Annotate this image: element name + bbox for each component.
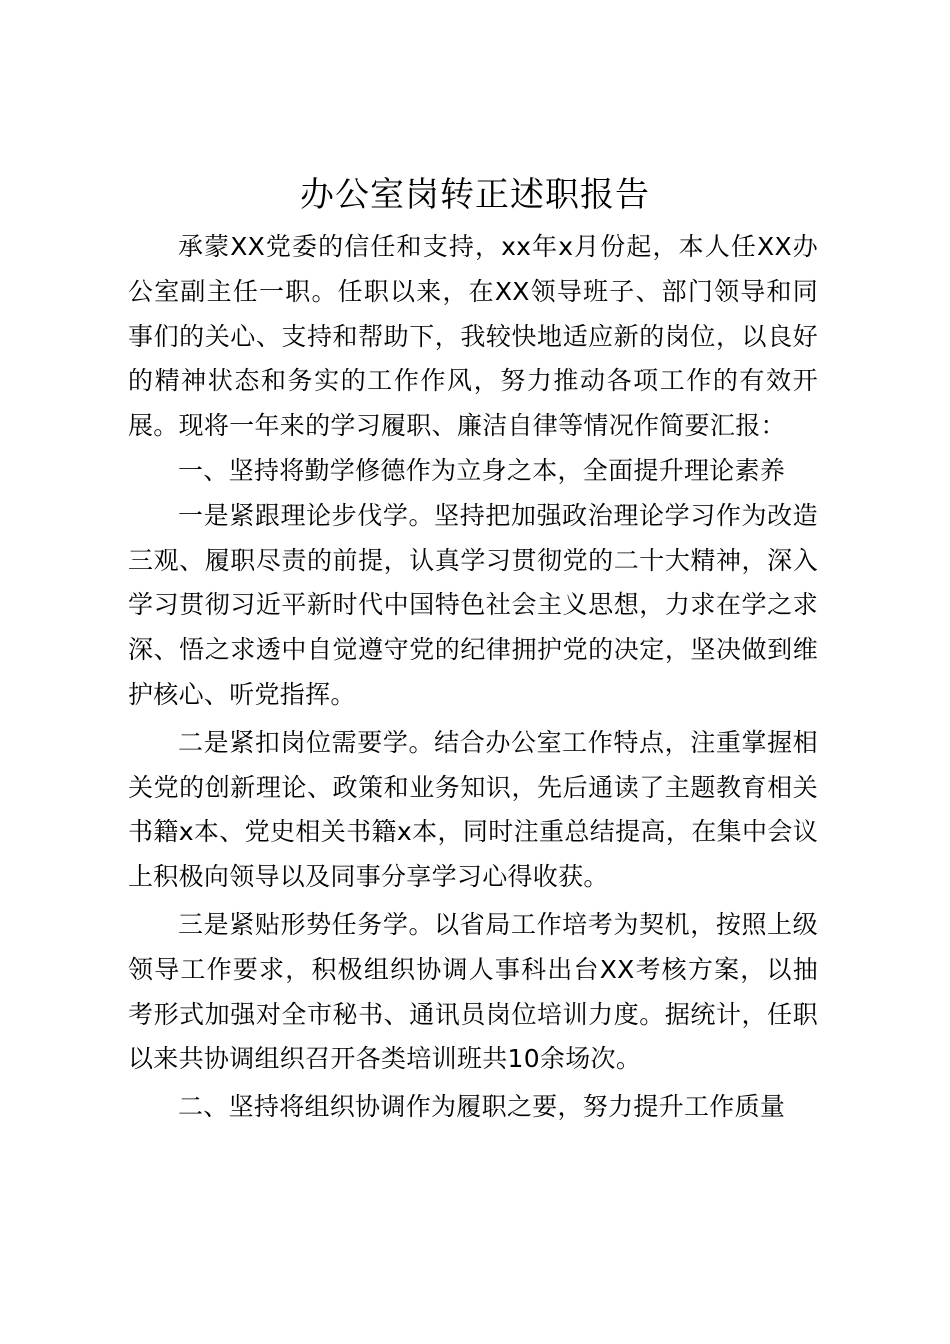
- document-title: 办公室岗转正述职报告: [300, 175, 650, 215]
- paragraph-study-theory: 一是紧跟理论步伐学。坚持把加强政治理论学习作为改造三观、履职尽责的前提，认真学习贯彻党的二十大精神，深入学习贯彻习近平新时代中国特色社会主义思想，力求在学之求深、悟之求透中自觉遵守党的纪律拥护党的决定，坚决做到维护核心、听党指挥。: [128, 500, 818, 709]
- paragraph-study-position: 二是紧扣岗位需要学。结合办公室工作特点，注重掌握相关党的创新理论、政策和业务知识，先后通读了主题教育相关书籍x本、党史相关书籍x本，同时注重总结提高，在集中会议上积极向领导以及同事分享学习心得收获。: [128, 727, 818, 892]
- paragraph-study-situation: 三是紧贴形势任务学。以省局工作培考为契机，按照上级领导工作要求，积极组织协调人事科出台XX考核方案，以抽考形式加强对全市秘书、通讯员岗位培训力度。据统计，任职以来共协调组织召开各类培训班共10余场次。: [128, 909, 818, 1074]
- section-heading-2: 二、坚持将组织协调作为履职之要，努力提升工作质量: [178, 1092, 786, 1122]
- section-heading-1: 一、坚持将勤学修德作为立身之本，全面提升理论素养: [178, 455, 786, 485]
- document-body: [128, 225, 818, 1130]
- paragraph-intro: 承蒙XX党委的信任和支持，xx年x月份起，本人任XX办公室副主任一职。任职以来，在XX领导班子、部门领导和同事们的关心、支持和帮助下，我较快地适应新的岗位，以良好的精神状态和务实的工作作风，努力推动各项工作的有效开展。现将一年来的学习履职、廉洁自律等情况作简要汇报：: [128, 232, 818, 441]
